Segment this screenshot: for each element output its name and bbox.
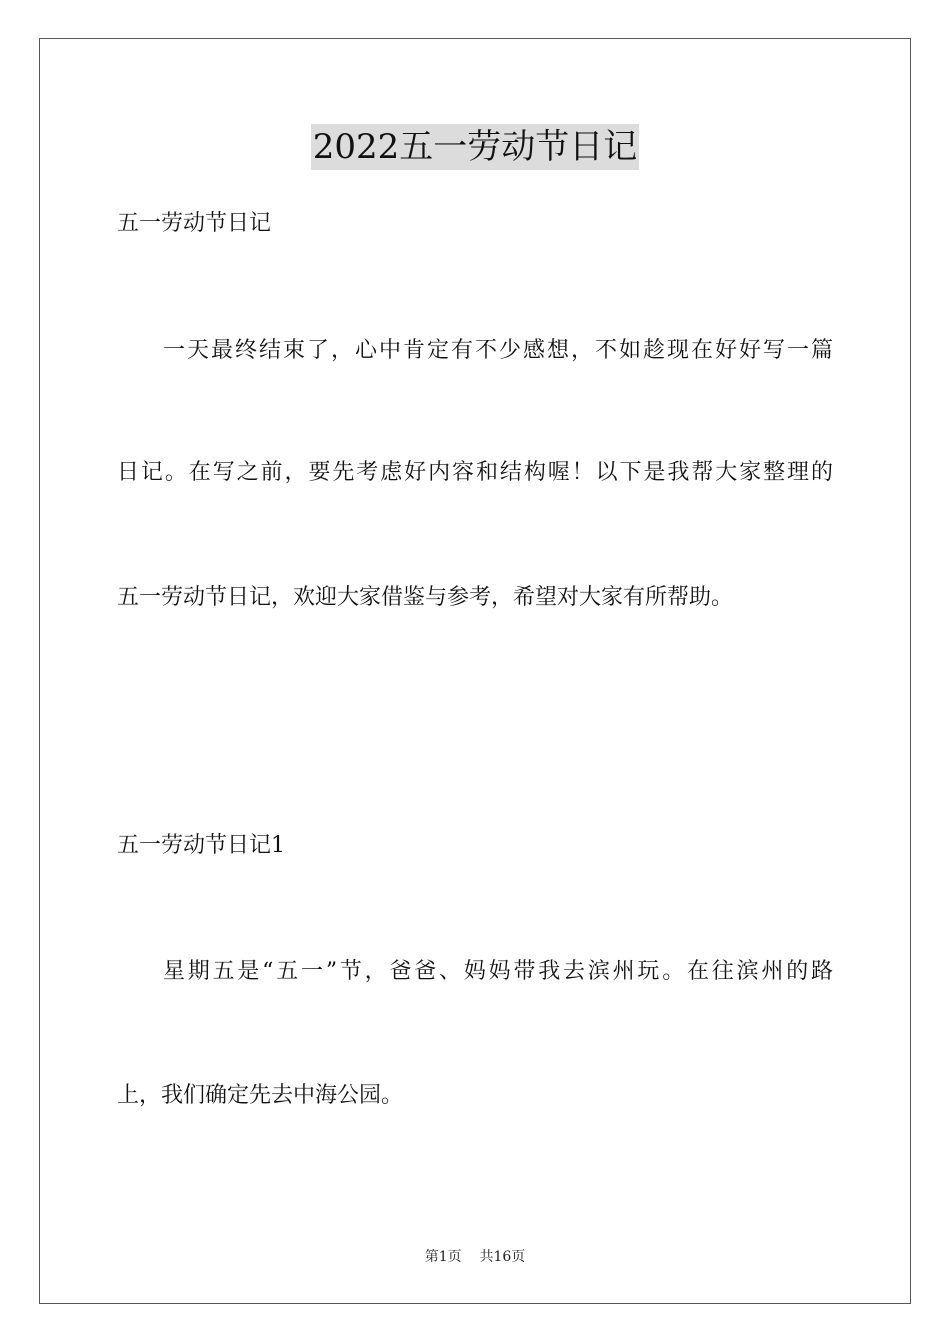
subheading: 五一劳动节日记 <box>117 211 272 236</box>
document-title <box>0 124 950 170</box>
footer-gap <box>462 1249 480 1265</box>
section1-line-1: 星期五是“五一”节，爸爸、妈妈带我去滨州玩。在往滨州的路 <box>163 959 833 984</box>
section1-line-2: 上，我们确定先去中海公园。 <box>117 1083 404 1108</box>
page-footer <box>0 1247 950 1267</box>
intro-line-1: 一天最终结束了，心中肯定有不少感想，不如趁现在好好写一篇 <box>163 338 833 363</box>
intro-line-3: 五一劳动节日记，欢迎大家借鉴与参考，希望对大家有所帮助。 <box>117 585 734 610</box>
intro-line-2: 日记。在写之前，要先考虑好内容和结构喔！以下是我帮大家整理的 <box>117 460 833 485</box>
page-number: 第1页 <box>424 1249 462 1265</box>
page-total: 共16页 <box>479 1249 526 1265</box>
section-heading-1: 五一劳动节日记1 <box>117 833 285 858</box>
document-title-text: 2022五一劳动节日记 <box>311 124 640 170</box>
